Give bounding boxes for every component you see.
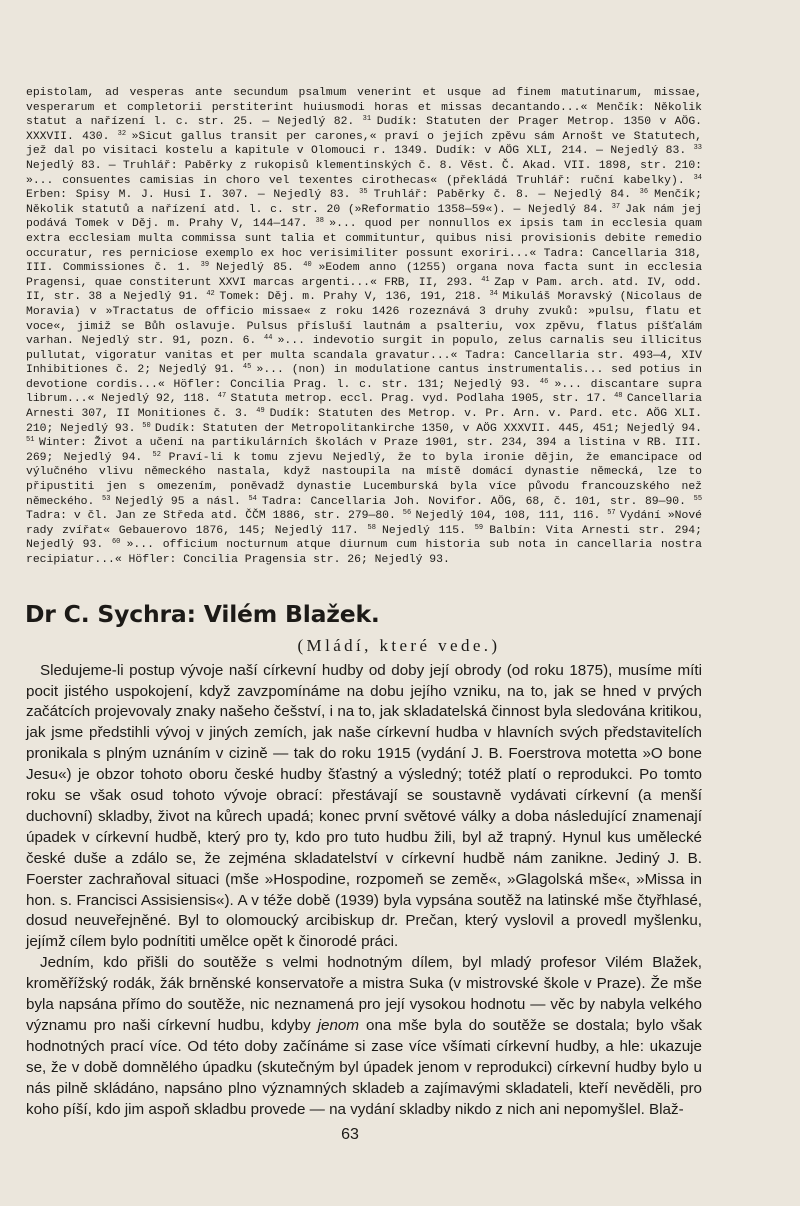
footnote [102, 496, 241, 508]
footnote-number: 57 [607, 509, 620, 518]
footnote [26, 131, 702, 158]
footnote-number: 40 [303, 261, 319, 270]
footnote [218, 393, 607, 405]
footnote-text: Statuta metrop. eccl. Prag. vyd. Podlaha 1905, str. 17. [230, 393, 608, 406]
footnote [142, 423, 702, 435]
footnote-text: Nejedlý 104, 108, 111, 116. [415, 510, 601, 523]
footnote-text: Nejedlý 85. [215, 262, 294, 275]
footnote-number: 52 [152, 450, 169, 459]
footnote-text: epistolam, ad vesperas ante secundum psalmum venerint et usque ad finem matutinarum, missae, vesperarum et completorii perstiterint huiusmodi horas et missas decantando...« Menčík: Několik statut a nařízení l. c. str. 25. — Nejedlý 82. [26, 87, 702, 129]
footnote-text: Jak nám jej podává Tomek v Děj. m. Prahy V, 144—147. [26, 203, 702, 231]
footnote [26, 539, 702, 566]
footnote-text: Nejedlý 95 a násl. [115, 495, 241, 508]
footnote-text: »Sicut gallus transit per carones,« praví o jejích zpěvu sám Arnošt ve Statutech, jež dal po visitaci kostelu a kapitule v Olomouci r. 1349. Dudík: v AÖG XLI, 214. — Nejedlý 83. [26, 130, 702, 158]
footnote-number: 48 [614, 392, 627, 401]
footnote-text: »... officium nocturnum atque diurnum cum historia sub nota in cancellaria nostra recipiatur...« Höfler: Concilia Pragensia str. 26; Nejedlý 93. [26, 539, 702, 566]
footnote-text: »... (non) in modulatione cantus instrumentalis... sed potius in devotione cordis...« Höfler: Concilia Prag. l. c. str. 131; Nejedlý 93. [26, 364, 702, 391]
emphasis: jenom [317, 1017, 360, 1034]
footnote-text: Balbín: Vita Arnesti str. 294; Nejedlý 93. [26, 524, 702, 552]
footnote [201, 262, 294, 274]
footnote [206, 291, 482, 303]
footnote-number: 35 [359, 188, 374, 197]
footnote-number: 42 [206, 290, 220, 299]
footnote-number: 39 [200, 261, 216, 270]
footnote-number: 34 [489, 290, 503, 299]
article-body [26, 661, 702, 1121]
footnote-text: Tomek: Děj. m. Prahy V, 136, 191, 218. [219, 291, 483, 304]
footnote-text: Tadra: v čl. Jan ze Středa atd. ČČM 1886, str. 279—80. [26, 510, 396, 523]
footnote [403, 510, 601, 522]
footnote-number: 41 [481, 275, 495, 284]
footnote-text: Dudík: Statuten des Metrop. v. Pr. Arn. v. Pard. etc. AÖG XLI. 210; Nejedlý 93. [26, 408, 702, 435]
footnote-text: Truhlář: Paběrky č. 8. — Nejedlý 84. [373, 189, 631, 202]
footnote-number: 49 [256, 407, 270, 416]
footnote-number: 31 [362, 115, 377, 124]
footnote-text: »... discantare supra librum...« Nejedlý 92, 118. [26, 378, 702, 406]
footnote-number: 56 [402, 509, 416, 518]
footnote-text: Zap v Pam. arch. atd. IV, odd. II, str. 38 a Nejedlý 91. [26, 276, 702, 304]
footnote-number: 60 [111, 538, 127, 547]
footnote-number: 37 [611, 202, 626, 211]
footnote-number: 55 [693, 494, 703, 503]
footnotes [26, 86, 702, 568]
footnote-text: »... indevotio surgit in populo, zelus carnalis seu illicitus pullutat, vigoratur vanitas et per multa scandala gravatur...« Tadra: Cancellaria str. 493—4, XIV Inhibitiones č. 2; Nejedlý 91. [26, 335, 703, 377]
footnote-number: 54 [248, 494, 262, 503]
footnote [368, 525, 466, 537]
footnote-number: 44 [264, 334, 278, 343]
footnote-text: Nejedlý 115. [382, 524, 466, 537]
footnote-text: Mikuláš Moravský (Nicolaus de Moravia) v »Tractatus de officio missae« z roku 1426 rozeznává 3 druhy zvuků: »pulsu, flatu et voce«, jimiž se Bůh oslavuje. Pulsus přísluší lautnám a psalteriu, vox zpěvu, flatus píšťalám varhan. Nejedlý str. 91, pozn. 6. [26, 291, 703, 348]
footnote [248, 496, 686, 508]
footnote-text: Erben: Spisy M. J. Husi I. 307. — Nejedlý 83. [26, 189, 351, 202]
footnote-number: 38 [315, 217, 330, 226]
paragraph-2: Jedním, kdo přišli do soutěže s velmi hodnotným dílem, byl mladý profesor Vilém Blažek, kroměřížský rodák, žák brněnské konservatoře a mistra Suka (v mistrovské škole v Praze). Že mše byla napsána přímo do soutěže, nic neznamená pro její vysokou hodnotu — věc by nabyla velkého významu pro naši církevní hudbu, kdyby jenom ona mše byla do soutěže se dostala; bylo však hodnotných prací více. Od této doby začínáme si zase více všímati církevní hudby, a hle: ukazuje se, že v době domnělého úpadku (skutečným byl úpadek jenom v reprodukci) církevní hudby bylo u nás pilně skládáno, napsáno plno významných skladeb a zajímavými skladateli, kteří nevěděli, pro koho píší, kdo jim aspoň skladbu provede — na vydání skladby nikdo z nich ani nepomyšlel. Blaž- [26, 954, 702, 1118]
footnote-text: Menčík; Několik statutů a nařízení atd. l. c. str. 20 (»Reformatio 1358—59«). — Nejedlý 84. [26, 189, 703, 216]
footnote [359, 189, 631, 201]
paragraph-1: Sledujeme-li postup vývoje naší církevní hudby od doby její obrody (od roku 1875), musíme míti pocit jistého uspokojení, když zavzpomínáme na dobu jejího vzniku, na to, jak se hned v prvých začátcích projevovaly znaky našeho češství, i na to, jak skladatelská činnost byla sledována kritikou, jak jsme předstihli vývoj v jiných zemích, jak naše církevní hudba v hlavních svých představitelích pronikala s plným uznáním v cizině — tak do roku 1915 (vydání J. B. Foerstrova motetta »O bone Jesu«) je obzor tohoto oboru české hudby šťastný a výsledný; totéž platí o reprodukci. Po tomto roku se však osud tohoto vývoje obrací: přestávají se soustavně vydávati církevní (a menší duchovní) skladby, život na kůrech upadá; konec první světové války a doba následující znamenají úpadek v církevní hudbě, který pro ty, kdo pro tuto hudbu žili, byl až trapný. Hynul kus umělecké české duše a zdálo se, že zejména skladatelství v církevní hudbě nám zanikne. Jediný J. B. Foerster zachraňoval situaci (mše »Hospodine, rozpomeň se země«, »Glagolská mše«, »Missa in hon. s. Francisci Assisiensis«). A v téže době (1939) byla vypsána soutěž na latinské mše čtyřhlasé, dosud neuveřejněné. Byl to olomoucký arcibiskup dr. Prečan, který vyslovil a provedl myšlenku, jejímž cílem bylo podnítiti umělce opět k činorodé práci. [26, 661, 702, 951]
footnote-number: 33 [693, 144, 702, 153]
footnote-text: Praví-li k tomu zjevu Nejedlý, že to byla ironie dějin, že emancipace od výlučného vlivu německého nastala, když nastoupila na místě domácí dynastie německá, lze to připustiti jen s omezením, poněvadž dynastie Lucemburská byla více původu francouzského než německého. [26, 451, 702, 508]
footnote-number: 45 [242, 363, 257, 372]
footnote-number: 51 [26, 436, 40, 445]
footnote-text: Vydání »Nové rady zvířat« Gebauerovo 1876, 145; Nejedlý 117. [26, 510, 703, 537]
footnote-text: Nejedlý 83. — Truhlář: Paběrky z rukopisů klementinských č. 8. Věst. Č. Akad. VII. 1898, str. 210: »... consuentes camisias in choro vel texentes cirothecas« (překládá Truhlář: ruční kabelky). [26, 159, 702, 187]
footnote-number: 58 [367, 523, 383, 532]
footnote-text: »Eodem anno (1255) organa nova facta sunt in ecclesia Pragensi, quae constiterunt XXVI marcas argenti...« FRB, II, 293. [26, 262, 703, 289]
footnote-text: Dudík: Statuten der Metropolitankirche 1350, v AÖG XXXVII. 445, 451; Nejedlý 94. [154, 422, 702, 435]
footnote-number: 53 [102, 494, 116, 503]
footnote-number: 50 [142, 421, 155, 430]
footnote-text: Winter: Život a učení na partikulárních školách v Praze 1901, str. 234, 394 a listina v RB. III. 269; Nejedlý 94. [26, 437, 702, 464]
footnote-text: »... quod per nonnullos ex ipsis tam in ecclesia quam extra ecclesiam multa commissa sunt talia et commituntur, quibus nisi provisionis debite remedio occuratur, res perniciose exemplo ex hoc verisimiliter possunt exoriri...« Tadra: Cancellaria 318, III. Commissiones č. 1. [26, 218, 703, 275]
footnote-number: 32 [117, 129, 132, 138]
footnote-number: 46 [539, 377, 555, 386]
article-subtitle: (Mládí, které vede.) [297, 635, 501, 655]
footnote-number: 34 [693, 173, 703, 182]
page [26, 86, 702, 1121]
footnote-number: 36 [639, 188, 655, 197]
article-title: Dr C. Sychra: Vilém Blažek. [25, 599, 380, 628]
footnote-text: Tadra: Cancellaria Joh. Novifor. AÖG, 68, č. 101, str. 89—90. [261, 495, 686, 508]
footnote-number: 59 [474, 523, 490, 532]
footnote-number: 47 [217, 392, 231, 401]
footnote-text: Dudík: Statuten der Prager Metrop. 1350 v AÖG. XXXVII. 430. [26, 116, 702, 143]
footnote-text: Cancellaria Arnesti 307, II Monitiones č. 3. [26, 393, 703, 421]
page-number: 63 [341, 1126, 359, 1143]
